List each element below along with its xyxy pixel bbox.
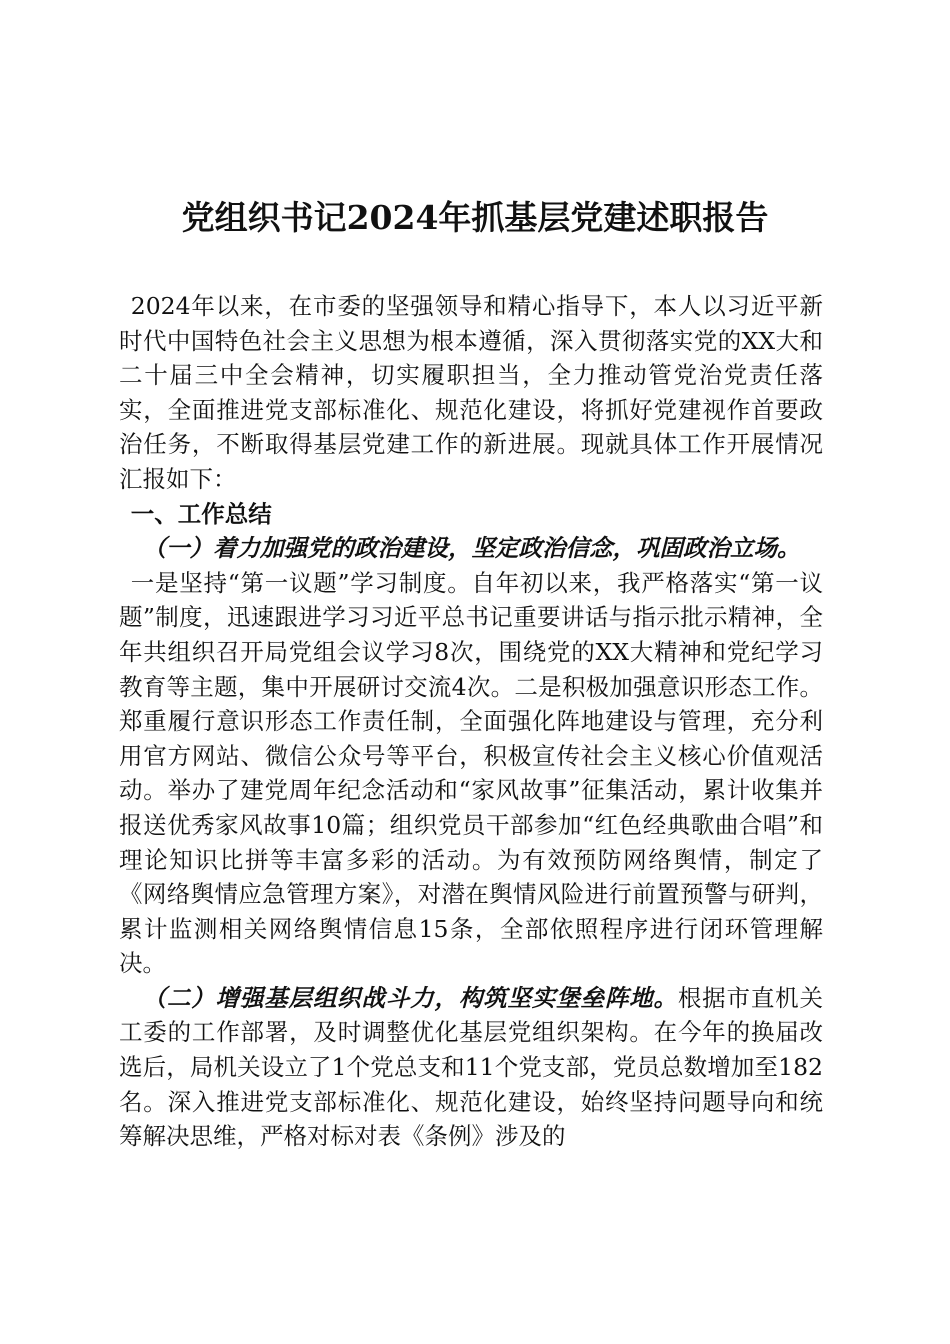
subsection-heading-political-construction: （一）着力加强党的政治建设，坚定政治信念，巩固政治立场。 (142, 534, 801, 563)
subsection-body-organization: 根据市直机关工委的工作部署，及时调整优化基层党组织架构。在今年的换届改选后，局机关设立了1个党总支和11个党支部，党员总数增加至182名。深入推进党支部标准化、规范化建设，始终坚持问题导向和统筹解决思维，严格对标对表《条例》涉及的 (119, 983, 824, 1151)
section-heading-work-summary: 一、工作总结 (130, 499, 272, 528)
document-body (119, 289, 823, 1154)
document-title: 党组织书记2024年抓基层党建述职报告 (181, 198, 769, 238)
intro-paragraph: 2024年以来，在市委的坚强领导和精心指导下，本人以习近平新时代中国特色社会主义思想为根本遵循，深入贯彻落实党的XX大和二十届三中全会精神，切实履职担当，全力推动管党治党责任落实，全面推进党支部标准化、规范化建设，将抓好党建视作首要政治任务，不断取得基层党建工作的新进展。现就具体工作开展情况汇报如下： (119, 292, 823, 493)
subsection-heading-organization: （二）增强基层组织战斗力，构筑坚实堡垒阵地。 (142, 983, 678, 1012)
subsection-body-political-construction: 一是坚持“第一议题”学习制度。自年初以来，我严格落实“第一议题”制度，迅速跟进学习习近平总书记重要讲话与指示批示精神，全年共组织召开局党组会议学习8次，围绕党的XX大精神和党纪学习教育等主题，集中开展研讨交流4次。二是积极加强意识形态工作。郑重履行意识形态工作责任制，全面强化阵地建设与管理，充分利用官方网站、微信公众号等平台，积极宣传社会主义核心价值观活动。举办了建党周年纪念活动和“家风故事”征集活动，累计收集并报送优秀家风故事10篇；组织党员干部参加“红色经典歌曲合唱”和理论知识比拼等丰富多彩的活动。为有效预防网络舆情，制定了《网络舆情应急管理方案》，对潜在舆情风险进行前置预警与研判，累计监测相关网络舆情信息15条，全部依照程序进行闭环管理解决。 (119, 568, 823, 978)
subsection-paragraph-organization (119, 981, 823, 1154)
